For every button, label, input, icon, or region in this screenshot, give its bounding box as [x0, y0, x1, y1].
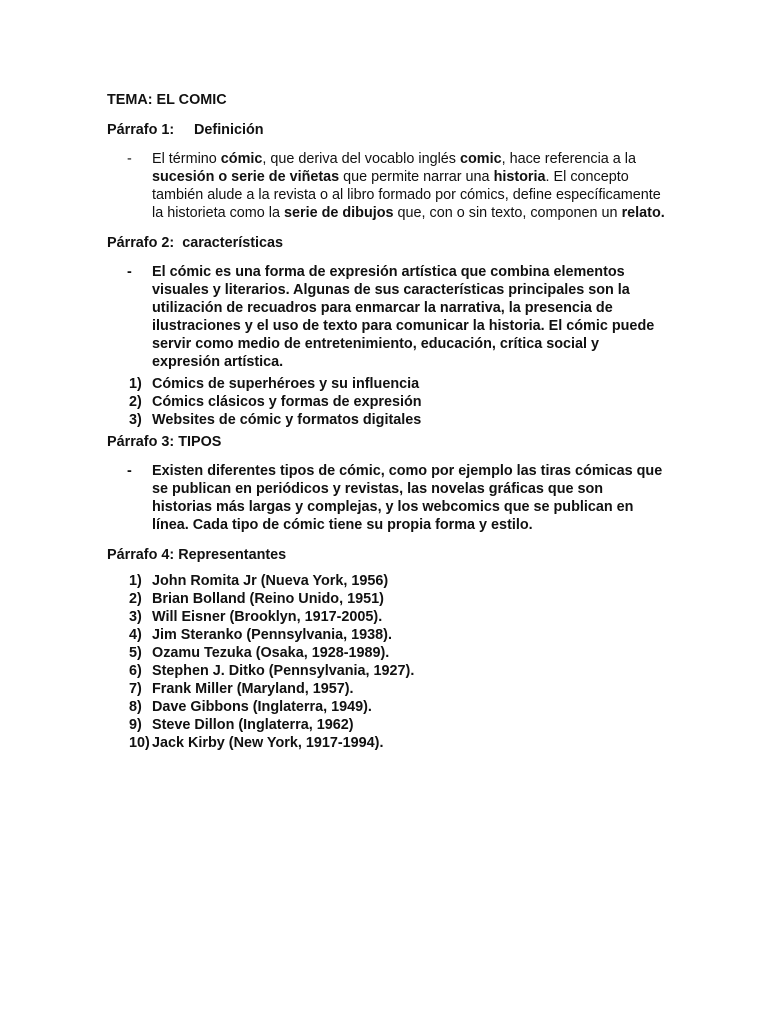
list-number: 5) — [129, 645, 142, 661]
list-text: Dave Gibbons (Inglaterra, 1949). — [152, 699, 372, 715]
section-title: TIPOS — [178, 434, 222, 450]
dash-bullet: - — [127, 463, 132, 479]
text-run-bold: serie de dibujos — [283, 205, 394, 221]
characteristics-text: El cómic es una forma de expresión artística que combina elementos visuales y literarios. Algunas de sus características principales son la utilización de recuadros para enmarcar la narrativa, la presencia de ilustraciones y el uso de texto para comunicar la historia. El cómic puede servir como medio de entretenimiento, educación, crítica social y expresión artística. — [152, 264, 655, 370]
list-item — [107, 393, 667, 411]
characteristics-list — [107, 375, 667, 429]
document-title: TEMA: EL COMIC — [107, 92, 227, 108]
text-run: que, con o sin texto, componen un — [393, 205, 622, 221]
document-body — [107, 91, 667, 752]
list-number: 4) — [129, 627, 142, 643]
list-text: Will Eisner (Brooklyn, 1917-2005). — [152, 609, 383, 625]
list-number: 3) — [129, 609, 142, 625]
list-number: 8) — [129, 699, 142, 715]
section-heading-definicion — [107, 121, 667, 139]
list-number: 9) — [129, 717, 142, 733]
list-item — [107, 734, 667, 752]
characteristics-paragraph — [107, 263, 667, 371]
text-run-bold: historia — [493, 169, 546, 185]
list-text: Jack Kirby (New York, 1917-1994). — [152, 735, 384, 751]
section-title: Definición — [194, 122, 264, 138]
text-run: , hace referencia a la — [501, 151, 636, 167]
section-title: Representantes — [178, 547, 287, 563]
text-run: que permite narrar una — [339, 169, 494, 185]
list-number: 6) — [129, 663, 142, 679]
section-label: Párrafo 3: — [107, 434, 175, 450]
list-number: 2) — [129, 591, 142, 607]
text-run: . El concepto también alude a la revista o al libro formado por cómics, define específicamente la historieta como la — [152, 169, 661, 221]
text-run-bold: sucesión o serie de viñetas — [152, 169, 340, 185]
list-text: Steve Dillon (Inglaterra, 1962) — [152, 717, 354, 733]
types-paragraph — [107, 462, 667, 534]
section-heading-tipos — [107, 433, 667, 451]
list-text: Ozamu Tezuka (Osaka, 1928-1989). — [152, 645, 390, 661]
dash-bullet: - — [127, 151, 132, 167]
list-item — [107, 716, 667, 734]
list-item — [107, 662, 667, 680]
definition-paragraph — [107, 150, 667, 222]
list-text: Frank Miller (Maryland, 1957). — [152, 681, 354, 697]
list-item — [107, 626, 667, 644]
list-number: 1) — [129, 573, 142, 589]
list-item — [107, 608, 667, 626]
list-text: Jim Steranko (Pennsylvania, 1938). — [152, 627, 392, 643]
list-item — [107, 375, 667, 393]
list-item — [107, 698, 667, 716]
list-text: Stephen J. Ditko (Pennsylvania, 1927). — [152, 663, 415, 679]
text-run: El término — [152, 151, 221, 167]
text-run-bold: relato. — [621, 205, 665, 221]
list-number: 1) — [129, 376, 142, 392]
list-item — [107, 590, 667, 608]
list-text: Cómics clásicos y formas de expresión — [152, 394, 422, 410]
list-number: 10) — [129, 735, 150, 751]
list-item — [107, 680, 667, 698]
list-text: Cómics de superhéroes y su influencia — [152, 376, 420, 392]
section-label: Párrafo 4: — [107, 547, 175, 563]
list-text: Brian Bolland (Reino Unido, 1951) — [152, 591, 384, 607]
section-title: características — [182, 235, 283, 251]
text-run: , que deriva del vocablo inglés — [262, 151, 460, 167]
representatives-list — [107, 572, 667, 752]
list-text: John Romita Jr (Nueva York, 1956) — [152, 573, 389, 589]
list-number: 3) — [129, 412, 142, 428]
types-text: Existen diferentes tipos de cómic, como por ejemplo las tiras cómicas que se publican en periódicos y revistas, las novelas gráficas que son historias más largas y complejas, y los webcomics que se publican en línea. Cada tipo de cómic tiene su propia forma y estilo. — [152, 463, 663, 533]
list-number: 7) — [129, 681, 142, 697]
list-text: Websites de cómic y formatos digitales — [152, 412, 422, 428]
text-run-bold: comic — [459, 151, 502, 167]
section-label: Párrafo 1: — [107, 122, 175, 138]
section-heading-caracteristicas — [107, 234, 667, 252]
section-heading-representantes — [107, 546, 667, 564]
list-item — [107, 644, 667, 662]
dash-bullet: - — [127, 264, 132, 280]
definition-text — [152, 151, 665, 221]
list-number: 2) — [129, 394, 142, 410]
section-label: Párrafo 2: — [107, 235, 175, 251]
list-item — [107, 572, 667, 590]
text-run-bold: cómic — [220, 151, 263, 167]
list-item — [107, 411, 667, 429]
